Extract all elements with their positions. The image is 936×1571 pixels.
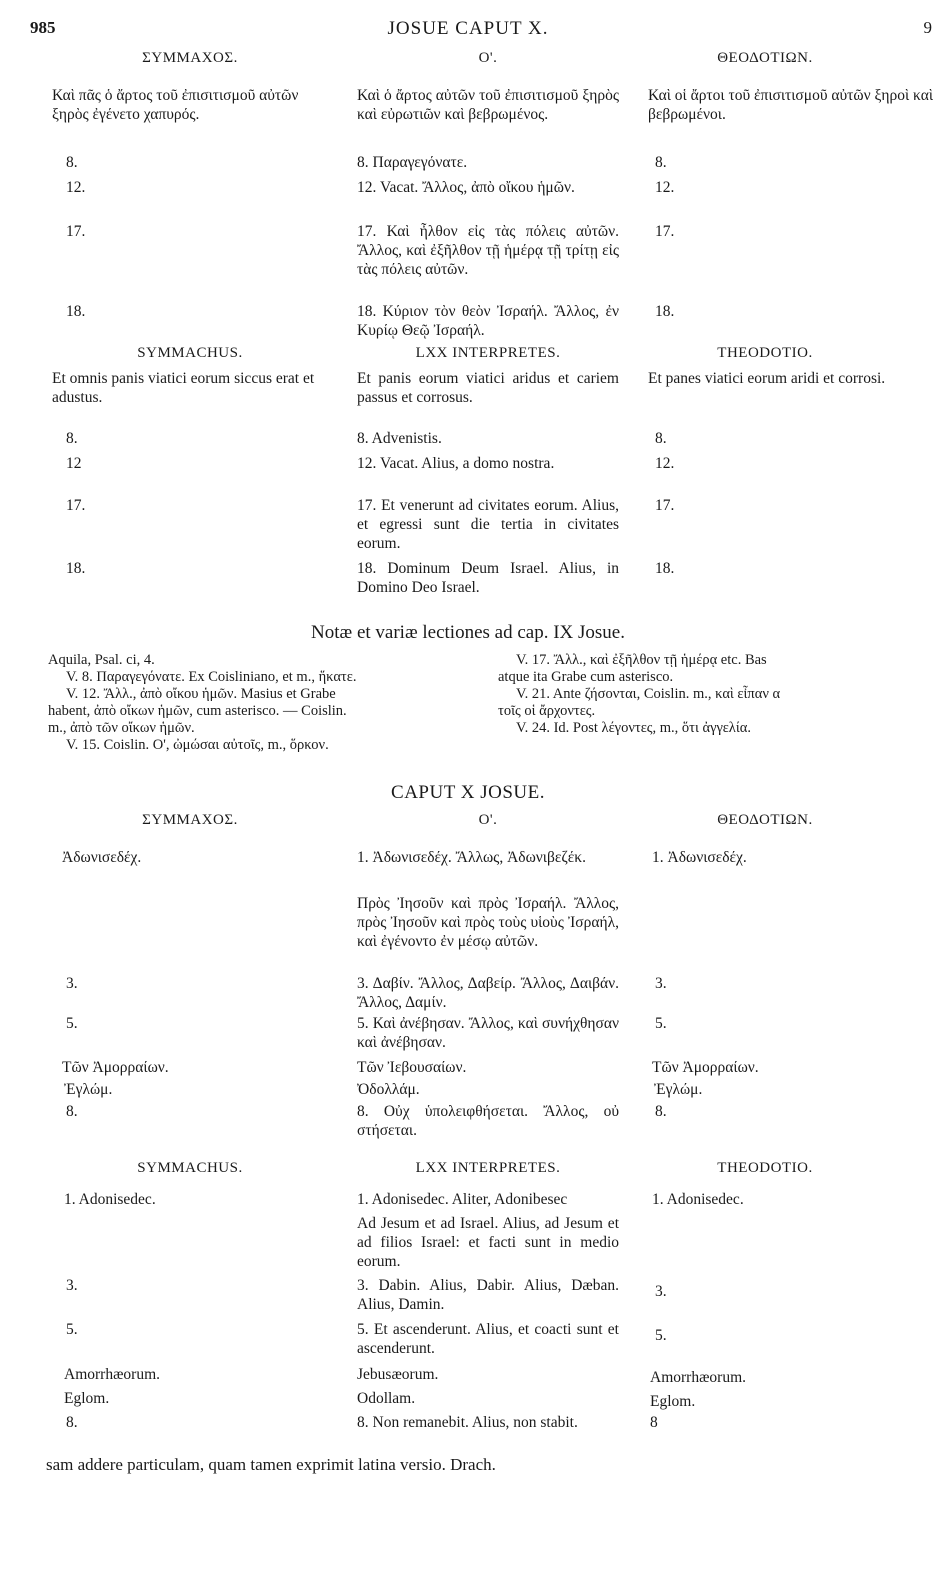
verse-row <box>0 1190 936 1214</box>
lxx-text: Πρὸς Ἰησοῦν καὶ πρὸς Ἰσραήλ. Ἄλλος, πρὸς Ἰησοῦν καὶ πρὸς τοὺς υἱοὺς Ἰσραήλ, καὶ ἐγένοντο ἐν μέσῳ αὐτῶν. <box>357 895 619 950</box>
symmachus-verse-number: 8. <box>66 1103 78 1120</box>
theodotion-text: Et panes viatici eorum aridi et corrosi. <box>648 370 886 387</box>
verse-row <box>0 153 936 178</box>
heading-lxx-greek: Ο'. <box>478 812 498 828</box>
symmachus-verse-number: 17. <box>66 223 86 240</box>
section1-latin <box>0 345 936 599</box>
verse-row <box>0 496 936 559</box>
lxx-text: 8. Advenistis. <box>357 430 442 447</box>
verse-row <box>0 86 936 153</box>
verse-row <box>0 369 936 429</box>
notes-right-column <box>498 652 936 737</box>
theodotion-verse-number: 17. <box>655 497 675 514</box>
lxx-text: 3. Dabin. Alius, Dabir. Alius, Dæban. Alius, Damin. <box>357 1277 619 1313</box>
symmachus-verse-number: 3. <box>66 1277 78 1294</box>
verse-row <box>0 1080 936 1102</box>
heading-symmachus-greek: ΣΥΜΜΑΧΟΣ. <box>142 50 238 66</box>
note-line: Aquila, Psal. ci, 4. <box>48 652 155 668</box>
heading-lxx-greek: Ο'. <box>478 50 498 66</box>
lxx-text: Ὀδολλάμ. <box>357 1081 420 1098</box>
theodotion-verse-number: 17. <box>655 223 675 240</box>
lxx-text: Ad Jesum et ad Israel. Alius, ad Jesum et ad filios Israel: et facti sunt in medio eorum. <box>357 1215 619 1270</box>
lxx-text: 17. Καὶ ἦλθον εἰς τὰς πόλεις αὐτῶν. Ἄλλος, καὶ ἐξῆλθον τῇ ἡμέρᾳ τῇ τρίτῃ εἰς τὰς πόλεις αὐτῶν. <box>357 223 619 278</box>
lxx-text: Καὶ ὁ ἄρτος αὐτῶν τοῦ ἐπισιτισμοῦ ξηρὸς καὶ εὐρωτιῶν καὶ βεβρωμένος. <box>357 87 619 123</box>
note-line: V. 24. Id. Post λέγοντες, m., ὅτι ἀγγελία. <box>516 720 751 736</box>
symmachus-verse-number: 18. <box>66 303 86 320</box>
symmachus-verse-number: 18. <box>66 560 86 577</box>
symmachus-verse-number: 5. <box>66 1321 78 1338</box>
heading-theodotion-greek: ΘΕΟΔΟΤΙΩΝ. <box>717 812 813 828</box>
verse-row <box>0 1058 936 1080</box>
caput-title: CAPUT X JOSUE. <box>391 782 545 803</box>
theodotion-text: Eglom. <box>650 1393 696 1410</box>
note-line: V. 17. Ἄλλ., καὶ ἐξῆλθον τῇ ἡμέρᾳ etc. Bas <box>516 652 767 668</box>
theodotion-verse-number: 8. <box>655 154 667 171</box>
lxx-text: 5. Καὶ ἀνέβησαν. Ἄλλος, καὶ συνήχθησαν καὶ ἀνέβησαν. <box>357 1015 619 1051</box>
verse-row <box>0 454 936 496</box>
column-headings-latin <box>0 1160 936 1190</box>
verse-row <box>0 1276 936 1320</box>
lxx-text: 8. Non remanebit. Alius, non stabit. <box>357 1414 578 1431</box>
running-head <box>0 18 936 42</box>
theodotion-text: Καὶ οἱ ἄρτοι τοῦ ἐπισιτισμοῦ αὐτῶν ξηροὶ καὶ βεβρωμένοι. <box>648 87 934 123</box>
note-line: V. 21. Ante ζήσονται, Coislin. m., καὶ εἶπαν α <box>516 686 781 702</box>
symmachus-text: 1. Adonisedec. <box>64 1191 156 1208</box>
theodotion-text: Τῶν Ἀμορραίων. <box>652 1059 759 1076</box>
verse-row <box>0 1214 936 1276</box>
symmachus-verse-number: 12 <box>66 455 82 472</box>
lxx-text: 8. Οὐχ ὑπολειφθήσεται. Ἄλλος, οὐ στήσεται. <box>357 1103 619 1139</box>
symmachus-verse-number: 5. <box>66 1015 78 1032</box>
heading-theodotion-greek: ΘΕΟΔΟΤΙΩΝ. <box>717 50 813 66</box>
theodotion-verse-number: 18. <box>655 303 675 320</box>
theodotion-verse-number: 8. <box>655 430 667 447</box>
symmachus-verse-number: 8. <box>66 1414 78 1431</box>
right-margin-mark: 9 <box>923 18 932 37</box>
lxx-text: 18. Κύριον τὸν θεὸν Ἰσραήλ. Ἄλλος, ἐν Κυρίῳ Θεῷ Ἰσραήλ. <box>357 303 619 339</box>
symmachus-verse-number: 8. <box>66 430 78 447</box>
verse-row <box>0 222 936 302</box>
verse-row <box>0 1014 936 1058</box>
theodotion-text: 1. Ἀδωνισεδέχ. <box>652 849 747 866</box>
column-headings-greek <box>0 812 936 848</box>
theodotion-verse-number: 8 <box>650 1414 658 1431</box>
theodotion-verse-number: 8. <box>655 1103 667 1120</box>
lxx-text: 12. Vacat. Alius, a domo nostra. <box>357 455 555 472</box>
column-headings-greek <box>0 50 936 86</box>
verse-row <box>0 894 936 974</box>
symmachus-text: Καὶ πᾶς ὁ ἄρτος τοῦ ἐπισιτισμοῦ αὐτῶν ξηρὸς ἐγένετο χαπυρός. <box>52 87 299 123</box>
verse-row <box>0 974 936 1014</box>
verse-row <box>0 1389 936 1413</box>
lxx-text: Et panis eorum viatici aridus et cariem passus et corrosus. <box>357 370 619 406</box>
symmachus-verse-number: 8. <box>66 154 78 171</box>
symmachus-text: Amorrhæorum. <box>64 1366 161 1383</box>
lxx-text: 5. Et ascenderunt. Alius, et coacti sunt et ascenderunt. <box>357 1321 619 1357</box>
theodotion-verse-number: 12. <box>655 455 675 472</box>
symmachus-verse-number: 3. <box>66 975 78 992</box>
verse-row <box>0 429 936 454</box>
note-line: habent, ἀπὸ οἴκων ἡμῶν, cum asterisco. — Coislin. <box>48 703 347 719</box>
theodotion-verse-number: 18. <box>655 560 675 577</box>
column-headings-latin <box>0 345 936 369</box>
section1-greek <box>0 50 936 344</box>
note-line: V. 8. Παραγεγόνατε. Ex Coisliniano, et m., ἥκατε. <box>66 669 357 685</box>
note-line: τοῖς οἱ ἄρχοντες. <box>498 703 596 719</box>
theodotion-verse-number: 5. <box>655 1015 667 1032</box>
lxx-text: 3. Δαβίν. Ἄλλος, Δαβείρ. Ἄλλος, Δαιβάν. Ἄλλος, Δαμίν. <box>357 975 619 1011</box>
heading-lxx-latin: LXX INTERPRETES. <box>415 1160 561 1176</box>
section2-latin <box>0 1160 936 1457</box>
verse-row <box>0 1365 936 1389</box>
lxx-text: Odollam. <box>357 1390 416 1407</box>
heading-theodotion-latin: THEODOTIO. <box>717 345 813 361</box>
symmachus-text: Ἀδωνισεδέχ. <box>62 849 142 866</box>
symmachus-text: Ἐγλώμ. <box>64 1081 113 1098</box>
verse-row <box>0 1320 936 1365</box>
heading-lxx-latin: LXX INTERPRETES. <box>415 345 561 361</box>
symmachus-text: Et omnis panis viatici eorum siccus erat et adustus. <box>52 370 315 406</box>
note-line: atque ita Grabe cum asterisco. <box>498 669 674 685</box>
heading-theodotion-latin: THEODOTIO. <box>717 1160 813 1176</box>
verse-row <box>0 559 936 599</box>
verse-row <box>0 848 936 894</box>
note-line: V. 12. Ἄλλ., ἀπὸ οἴκου ἡμῶν. Masius et Grabe <box>66 686 336 702</box>
symmachus-verse-number: 12. <box>66 179 86 196</box>
lxx-text: 18. Dominum Deum Israel. Alius, in Domino Deo Israel. <box>357 560 619 596</box>
theodotion-verse-number: 3. <box>655 1283 667 1300</box>
symmachus-text: Eglom. <box>64 1390 110 1407</box>
heading-symmachus-latin: SYMMACHUS. <box>137 345 243 361</box>
symmachus-verse-number: 17. <box>66 497 86 514</box>
section2-greek <box>0 812 936 1150</box>
heading-symmachus-latin: SYMMACHUS. <box>137 1160 243 1176</box>
lxx-text: 17. Et venerunt ad civitates eorum. Alius, et egressi sunt die tertia in civitates eorum. <box>357 497 619 552</box>
verse-row <box>0 302 936 344</box>
running-title: JOSUE CAPUT X. <box>387 18 549 39</box>
lxx-text: Jebusæorum. <box>357 1366 439 1383</box>
theodotion-verse-number: 3. <box>655 975 667 992</box>
lxx-text: Τῶν Ἰεβουσαίων. <box>357 1059 467 1076</box>
theodotion-text: Ἐγλώμ. <box>654 1081 703 1098</box>
footer-note: sam addere particulam, quam tamen exprimit latina versio. Drach. <box>46 1455 496 1474</box>
theodotion-text: Amorrhæorum. <box>650 1369 747 1386</box>
theodotion-verse-number: 12. <box>655 179 675 196</box>
lxx-text: 12. Vacat. Ἄλλος, ἀπὸ οἴκου ἡμῶν. <box>357 179 575 196</box>
verse-row <box>0 178 936 222</box>
verse-row <box>0 1102 936 1150</box>
lxx-text: 1. Ἀδωνισεδέχ. Ἄλλως, Ἀδωνιβεζέκ. <box>357 849 586 866</box>
theodotion-text: 1. Adonisedec. <box>652 1191 744 1208</box>
lxx-text: 8. Παραγεγόνατε. <box>357 154 468 171</box>
verse-row <box>0 1413 936 1457</box>
note-line: m., ἀπὸ τῶν οἴκων ἡμῶν. <box>48 720 195 736</box>
page-number: 985 <box>30 18 56 37</box>
note-line: V. 15. Coislin. Ο', ὠμώσαι αὐτοῖς, m., ὅρκον. <box>66 737 329 753</box>
notes-left-column <box>48 652 493 754</box>
theodotion-verse-number: 5. <box>655 1327 667 1344</box>
heading-symmachus-greek: ΣΥΜΜΑΧΟΣ. <box>142 812 238 828</box>
notes-title: Notæ et variæ lectiones ad cap. IX Josue. <box>311 622 625 643</box>
symmachus-text: Τῶν Ἀμορραίων. <box>62 1059 169 1076</box>
lxx-text: 1. Adonisedec. Aliter, Adonibesec <box>357 1191 568 1208</box>
